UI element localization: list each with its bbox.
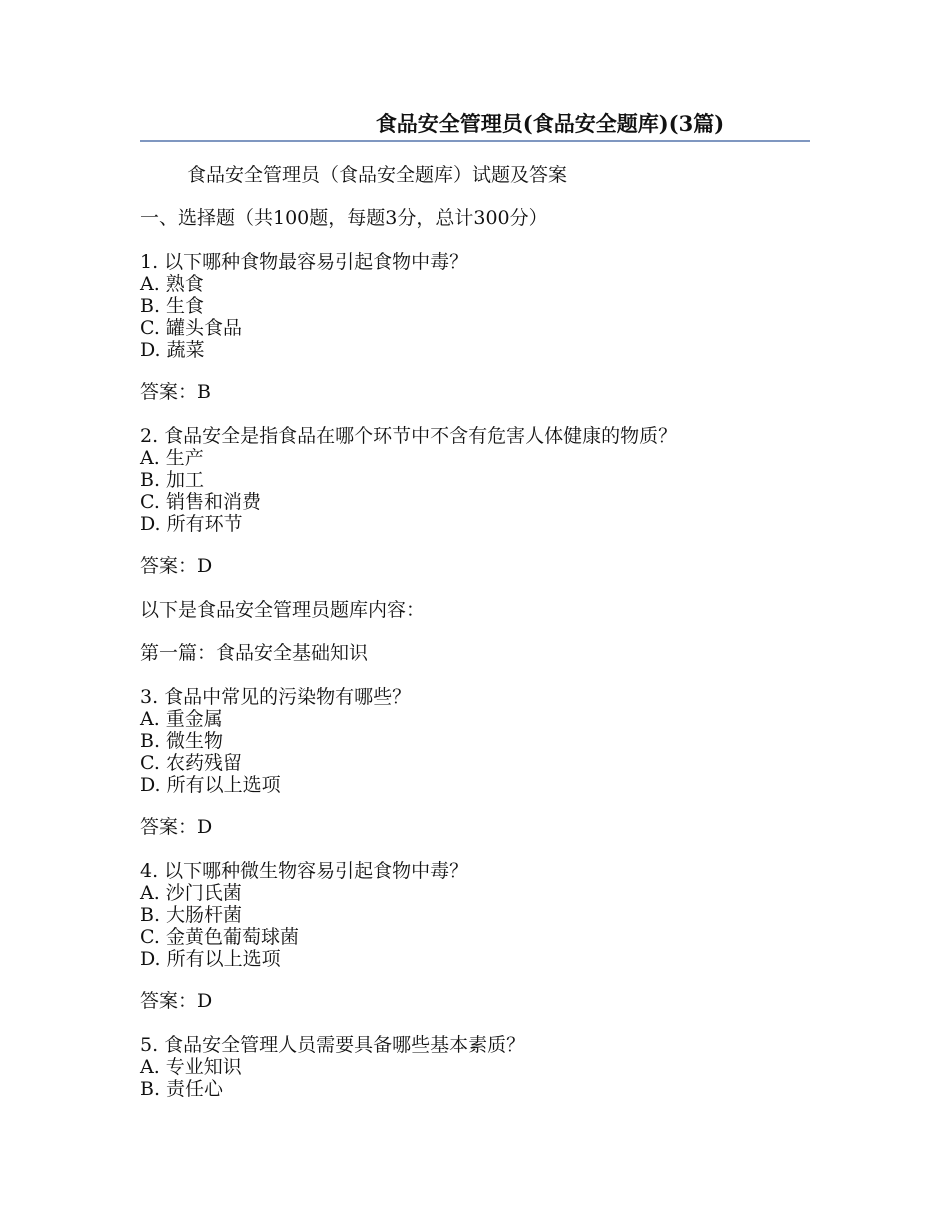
intro-text: 以下是食品安全管理员题库内容： (140, 599, 426, 621)
section-heading: 一、选择题（共100题，每题3分，总计300分） (140, 207, 548, 229)
question-option: A. 专业知识 (140, 1056, 242, 1078)
question-option: C. 罐头食品 (140, 317, 242, 339)
question-option: A. 重金属 (140, 708, 223, 730)
question-option: B. 加工 (140, 469, 205, 491)
question-option: A. 生产 (140, 447, 204, 469)
question-answer: 答案：D (140, 555, 213, 577)
title-underline (140, 140, 810, 142)
question-option: B. 微生物 (140, 730, 224, 752)
question-stem: 1. 以下哪种食物最容易引起食物中毒？ (140, 251, 469, 273)
document-title: 食品安全管理员(食品安全题库)(3篇) (375, 111, 725, 136)
question-option: D. 所有以上选项 (140, 948, 281, 970)
part-heading: 第一篇：食品安全基础知识 (140, 642, 369, 664)
question-option: C. 销售和消费 (140, 491, 261, 513)
question-option: A. 熟食 (140, 273, 204, 295)
question-option: A. 沙门氏菌 (140, 882, 242, 904)
question-answer: 答案：D (140, 816, 213, 838)
question-stem: 2. 食品安全是指食品在哪个环节中不含有危害人体健康的物质？ (140, 425, 678, 447)
question-stem: 3. 食品中常见的污染物有哪些？ (140, 686, 412, 708)
question-option: B. 生食 (140, 295, 205, 317)
question-option: D. 蔬菜 (140, 339, 205, 361)
question-answer: 答案：D (140, 990, 213, 1012)
question-option: D. 所有环节 (140, 513, 243, 535)
question-option: B. 责任心 (140, 1078, 224, 1100)
document-subtitle: 食品安全管理员（食品安全题库）试题及答案 (187, 164, 568, 186)
question-option: B. 大肠杆菌 (140, 904, 243, 926)
question-answer: 答案：B (140, 381, 211, 403)
question-option: C. 金黄色葡萄球菌 (140, 926, 299, 948)
question-stem: 4. 以下哪种微生物容易引起食物中毒？ (140, 860, 469, 882)
question-option: C. 农药残留 (140, 752, 242, 774)
question-stem: 5. 食品安全管理人员需要具备哪些基本素质？ (140, 1034, 526, 1056)
question-option: D. 所有以上选项 (140, 774, 281, 796)
